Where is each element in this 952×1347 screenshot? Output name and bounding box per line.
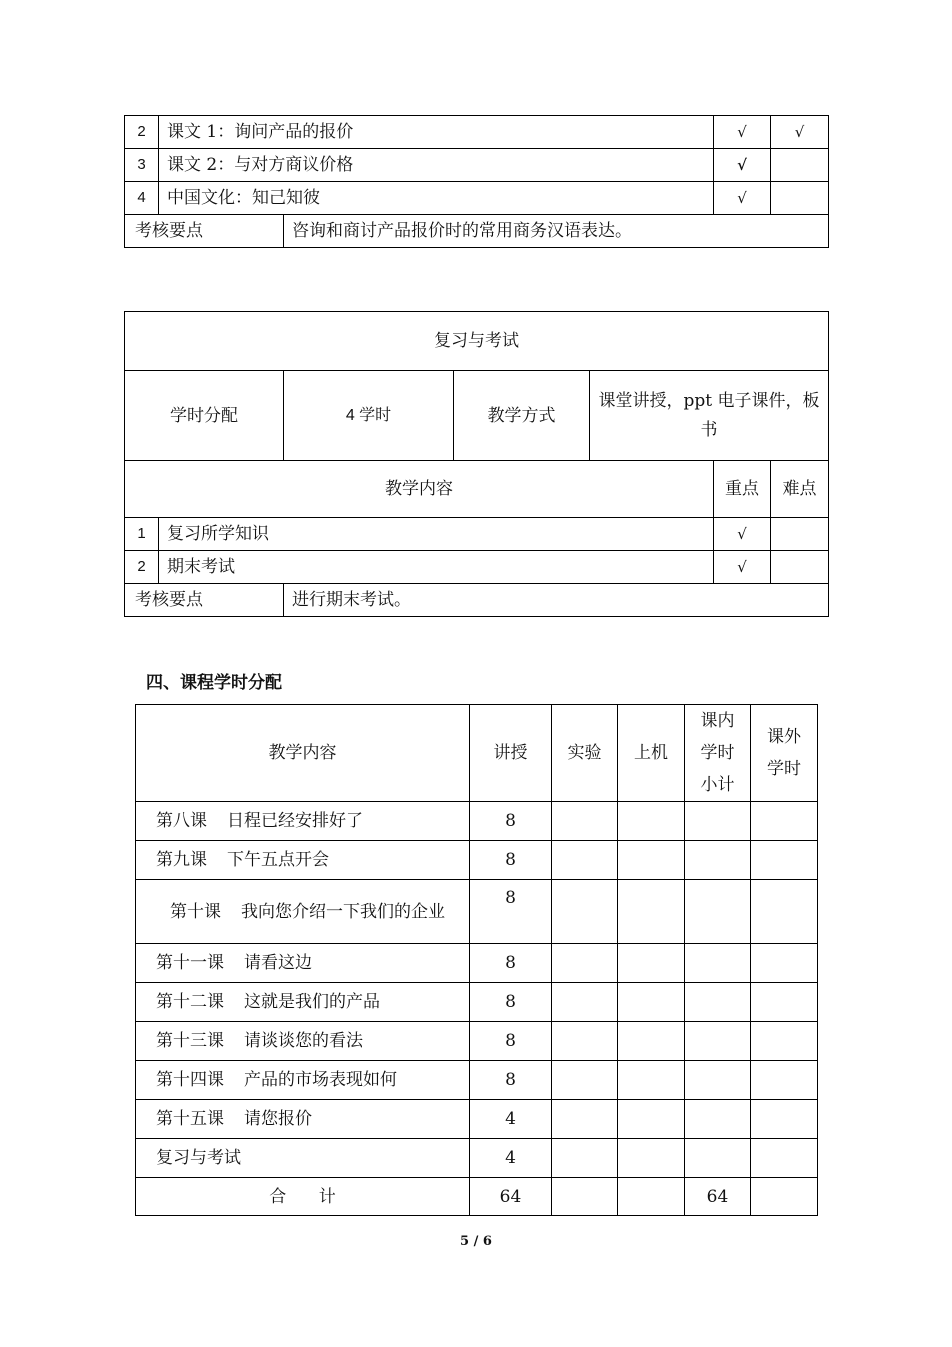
table-title-row (125, 312, 829, 371)
table-row (136, 944, 818, 983)
info-row (125, 371, 829, 461)
in-class-hours (685, 1100, 751, 1139)
difficult-point-check (771, 551, 829, 584)
computer-hours (618, 802, 685, 841)
outside-hours (751, 1100, 818, 1139)
header-line: 学时 (700, 743, 735, 763)
experiment-hours (552, 880, 618, 944)
assessment-value: 咨询和商讨产品报价时的常用商务汉语表达。 (284, 215, 829, 248)
difficult-point-check: √ (771, 116, 829, 149)
outside-hours (751, 983, 818, 1022)
computer-hours (618, 841, 685, 880)
outside-hours (751, 1139, 818, 1178)
lesson-name: 请看这边 (244, 953, 312, 973)
lesson-number: 第八课 (156, 811, 207, 831)
lecture-hours: 8 (470, 880, 552, 944)
experiment-hours (552, 1139, 618, 1178)
difficult-point-check (771, 149, 829, 182)
lecture-hours: 8 (470, 1061, 552, 1100)
table-row (136, 1022, 818, 1061)
row-number: 3 (125, 149, 159, 182)
content-header: 教学内容 (125, 461, 714, 518)
row-content: 中国文化：知己知彼 (159, 182, 714, 215)
header-row (136, 705, 818, 802)
lesson-number: 第十课 (170, 901, 221, 922)
experiment-hours (552, 1100, 618, 1139)
row-number: 2 (125, 116, 159, 149)
header-line: 课内 (700, 711, 735, 731)
table-row (136, 1100, 818, 1139)
review-row (136, 1139, 818, 1178)
page-number: 5 / 6 (460, 1234, 492, 1249)
in-class-hours-header (685, 705, 751, 802)
computer-hours (618, 983, 685, 1022)
assessment-label: 考核要点 (125, 584, 284, 617)
table-row (125, 116, 829, 149)
row-content: 课文 2：与对方商议价格 (159, 149, 714, 182)
lesson-title (136, 1100, 470, 1139)
hours-value: 4 学时 (284, 371, 454, 461)
computer-hours (618, 1178, 685, 1216)
experiment-header: 实验 (552, 705, 618, 802)
computer-hours (618, 1139, 685, 1178)
outside-hours (751, 841, 818, 880)
outside-hours (751, 944, 818, 983)
outside-hours (751, 1022, 818, 1061)
lecture-hours: 8 (470, 944, 552, 983)
computer-hours (618, 1022, 685, 1061)
lesson-name: 请谈谈您的看法 (244, 1031, 363, 1051)
lecture-hours: 8 (470, 983, 552, 1022)
content-header: 教学内容 (136, 705, 470, 802)
outside-hours-header (751, 705, 818, 802)
lesson-title (136, 983, 470, 1022)
table-row (136, 1061, 818, 1100)
assessment-value: 进行期末考试。 (284, 584, 829, 617)
in-class-hours (685, 880, 751, 944)
table-row (136, 983, 818, 1022)
outside-hours (751, 1061, 818, 1100)
difficult-point-check (771, 182, 829, 215)
lecture-hours: 8 (470, 1022, 552, 1061)
row-number: 4 (125, 182, 159, 215)
header-line: 小计 (700, 775, 735, 795)
lecture-hours: 8 (470, 841, 552, 880)
key-point-check: √ (714, 551, 771, 584)
computer-hours (618, 1061, 685, 1100)
lesson-title (136, 944, 470, 983)
experiment-hours (552, 944, 618, 983)
table-row (136, 802, 818, 841)
in-class-hours (685, 1139, 751, 1178)
hours-label: 学时分配 (125, 371, 284, 461)
key-point-check: √ (714, 518, 771, 551)
lesson-name: 这就是我们的产品 (244, 992, 380, 1012)
table-row (136, 841, 818, 880)
experiment-hours (552, 1061, 618, 1100)
computer-hours (618, 944, 685, 983)
total-label: 合 计 (136, 1178, 470, 1216)
table-row (136, 880, 818, 944)
header-line: 课外 (767, 727, 801, 747)
total-row (136, 1178, 818, 1216)
lesson-title (136, 1061, 470, 1100)
experiment-hours (552, 802, 618, 841)
lesson-title (136, 880, 470, 944)
lesson-number: 第十二课 (156, 992, 224, 1012)
total-in-class-hours: 64 (685, 1178, 751, 1216)
in-class-hours (685, 802, 751, 841)
lesson-number: 第十一课 (156, 953, 224, 973)
method-value: 课堂讲授，ppt 电子课件，板书 (590, 371, 829, 461)
lesson-number: 第十三课 (156, 1031, 224, 1051)
lesson-title (136, 1022, 470, 1061)
lesson-number: 第十五课 (156, 1109, 224, 1129)
computer-header: 上机 (618, 705, 685, 802)
review-exam-table (124, 311, 829, 617)
key-header: 重点 (714, 461, 771, 518)
assessment-label: 考核要点 (125, 215, 284, 248)
key-point-check: √ (714, 116, 771, 149)
table-row (125, 182, 829, 215)
key-point-check: √ (714, 182, 771, 215)
row-content: 课文 1：询问产品的报价 (159, 116, 714, 149)
computer-hours (618, 880, 685, 944)
method-label: 教学方式 (454, 371, 590, 461)
experiment-hours (552, 841, 618, 880)
lesson-number: 第十四课 (156, 1070, 224, 1090)
outside-hours (751, 1178, 818, 1216)
content-header-row (125, 461, 829, 518)
in-class-hours (685, 1061, 751, 1100)
row-number: 2 (125, 551, 159, 584)
course-hours-table (135, 704, 818, 1216)
row-content: 期末考试 (159, 551, 714, 584)
experiment-hours (552, 983, 618, 1022)
computer-hours (618, 1100, 685, 1139)
lecture-hours: 4 (470, 1139, 552, 1178)
table-row (125, 518, 829, 551)
in-class-hours (685, 944, 751, 983)
assessment-row (125, 584, 829, 617)
lesson-title (136, 841, 470, 880)
in-class-hours (685, 983, 751, 1022)
lesson-name: 我向您介绍一下我们的企业 (241, 901, 445, 922)
row-content: 复习所学知识 (159, 518, 714, 551)
lecture-hours: 8 (470, 802, 552, 841)
section-heading: 四、课程学时分配 (146, 673, 282, 693)
outside-hours (751, 802, 818, 841)
in-class-hours (685, 841, 751, 880)
key-point-check: √ (714, 149, 771, 182)
table-title: 复习与考试 (125, 312, 829, 371)
lesson-title (136, 802, 470, 841)
lesson-name: 请您报价 (244, 1109, 312, 1129)
lesson-name: 日程已经安排好了 (227, 811, 363, 831)
lesson-name: 下午五点开会 (227, 850, 329, 870)
review-title: 复习与考试 (136, 1139, 470, 1178)
total-lecture-hours: 64 (470, 1178, 552, 1216)
experiment-hours (552, 1022, 618, 1061)
lecture-hours: 4 (470, 1100, 552, 1139)
experiment-hours (552, 1178, 618, 1216)
table-row (125, 149, 829, 182)
difficult-point-check (771, 518, 829, 551)
table-row (125, 551, 829, 584)
assessment-row (125, 215, 829, 248)
outside-hours (751, 880, 818, 944)
lecture-header: 讲授 (470, 705, 552, 802)
lesson-number: 第九课 (156, 850, 207, 870)
header-line: 学时 (767, 759, 801, 779)
row-number: 1 (125, 518, 159, 551)
lesson-name: 产品的市场表现如何 (244, 1070, 397, 1090)
lesson-content-table (124, 115, 829, 248)
in-class-hours (685, 1022, 751, 1061)
difficult-header: 难点 (771, 461, 829, 518)
